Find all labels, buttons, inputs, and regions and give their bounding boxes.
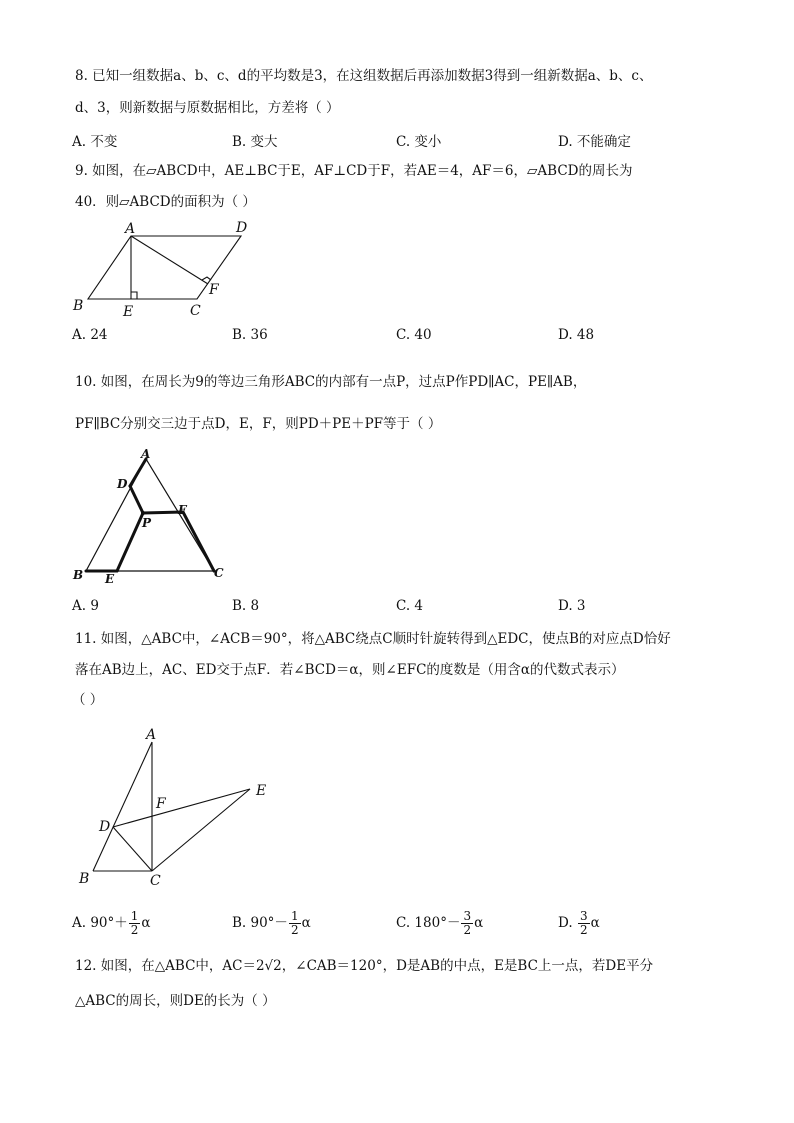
q11-label-a: A xyxy=(146,727,157,743)
q11-option-b-denominator: 2 xyxy=(290,923,299,937)
q8-option-d[interactable]: D. 不能确定 xyxy=(558,134,631,150)
q10-label-p: P xyxy=(142,516,152,530)
q11-option-a-numerator: 1 xyxy=(130,909,139,923)
q10-label-a: A xyxy=(141,447,151,461)
q11-option-c[interactable] xyxy=(396,910,483,937)
q9-option-a[interactable]: A. 24 xyxy=(72,327,108,343)
q9-text-line1: 9. 如图，在▱ABCD中，AE⊥BC于E，AF⊥CD于F，若AE＝4，AF＝6，▱ABCD的周长为 xyxy=(75,163,633,179)
q11-label-b: B xyxy=(79,871,90,887)
q10-label-d: D xyxy=(117,477,128,491)
q8-option-b[interactable]: B. 变大 xyxy=(232,134,278,150)
q11-option-c-fraction xyxy=(461,910,473,937)
q11-label-e: E xyxy=(256,783,267,799)
q9-text-line2: 40．则▱ABCD的面积为（ ） xyxy=(75,194,256,210)
q10-option-b[interactable]: B. 8 xyxy=(232,598,260,614)
q10-option-c[interactable]: C. 4 xyxy=(396,598,424,614)
q11-label-c: C xyxy=(150,873,161,889)
q11-option-a-fraction xyxy=(129,910,141,937)
q10-text-line2: PF∥BC分别交三边于点D，E，F，则PD＋PE＋PF等于（ ） xyxy=(75,416,442,432)
q11-option-c-denominator: 2 xyxy=(463,923,472,937)
q12-text-line1: 12. 如图，在△ABC中，AC＝2√2，∠CAB＝120°，D是AB的中点，E是BC上一点，若DE平分 xyxy=(75,958,654,974)
q11-option-b[interactable] xyxy=(232,910,311,937)
q11-option-d-denominator: 2 xyxy=(579,923,588,937)
q9-label-c: C xyxy=(190,303,201,319)
q11-option-c-suffix: α xyxy=(474,915,484,931)
q9-label-b: B xyxy=(73,298,84,314)
q12-text-line2: △ABC的周长，则DE的长为（ ） xyxy=(75,993,276,1009)
q11-option-a-denominator: 2 xyxy=(130,923,139,937)
q10-label-f: F xyxy=(178,503,187,517)
q10-label-b: B xyxy=(73,568,84,582)
q9-option-b[interactable]: B. 36 xyxy=(232,327,268,343)
q9-label-f: F xyxy=(209,282,219,298)
q11-label-f: F xyxy=(156,796,166,812)
q9-option-d[interactable]: D. 48 xyxy=(558,327,595,343)
q11-option-a[interactable] xyxy=(72,910,151,937)
q10-label-c: C xyxy=(214,566,224,580)
q11-option-d-prefix: D. xyxy=(558,915,577,931)
q11-text-line3: （ ） xyxy=(72,692,104,708)
q11-text-line1: 11. 如图，△ABC中，∠ACB＝90°，将△ABC绕点C顺时针旋转得到△EDC，使点B的对应点D恰好 xyxy=(75,631,671,647)
q9-label-a: A xyxy=(125,221,136,237)
q11-option-b-suffix: α xyxy=(301,915,311,931)
q11-label-d: D xyxy=(99,819,111,835)
q8-option-a[interactable]: A. 不变 xyxy=(72,134,118,150)
q8-text-line1: 8. 已知一组数据a、b、c、d的平均数是3，在这组数据后再添加数据3得到一组新数据a、b、c、 xyxy=(75,68,653,84)
q10-label-e: E xyxy=(105,572,115,586)
q11-option-d[interactable] xyxy=(558,910,600,937)
q11-option-d-fraction xyxy=(578,910,590,937)
q8-text-line2: d、3，则新数据与原数据相比，方差将（ ） xyxy=(75,100,340,116)
q11-option-b-fraction xyxy=(289,910,301,937)
q9-label-d: D xyxy=(236,220,248,236)
q9-label-e: E xyxy=(123,304,134,320)
q11-option-a-suffix: α xyxy=(141,915,151,931)
q11-option-d-suffix: α xyxy=(590,915,600,931)
q11-option-b-numerator: 1 xyxy=(290,909,299,923)
q11-option-d-numerator: 3 xyxy=(579,909,588,923)
q11-option-b-prefix: B. 90°－ xyxy=(232,915,288,931)
q8-option-c[interactable]: C. 变小 xyxy=(396,134,442,150)
q11-option-c-prefix: C. 180°－ xyxy=(396,915,461,931)
q9-option-c[interactable]: C. 40 xyxy=(396,327,432,343)
q11-option-a-prefix: A. 90°＋ xyxy=(72,915,128,931)
q11-text-line2: 落在AB边上，AC、ED交于点F．若∠BCD＝α，则∠EFC的度数是（用含α的代数式表示） xyxy=(75,662,625,678)
q10-option-d[interactable]: D. 3 xyxy=(558,598,586,614)
q11-options xyxy=(72,910,752,944)
q11-option-c-numerator: 3 xyxy=(463,909,472,923)
q10-option-a[interactable]: A. 9 xyxy=(72,598,99,614)
q10-text-line1: 10. 如图，在周长为9的等边三角形ABC的内部有一点P，过点P作PD∥AC，PE∥AB， xyxy=(75,374,587,390)
